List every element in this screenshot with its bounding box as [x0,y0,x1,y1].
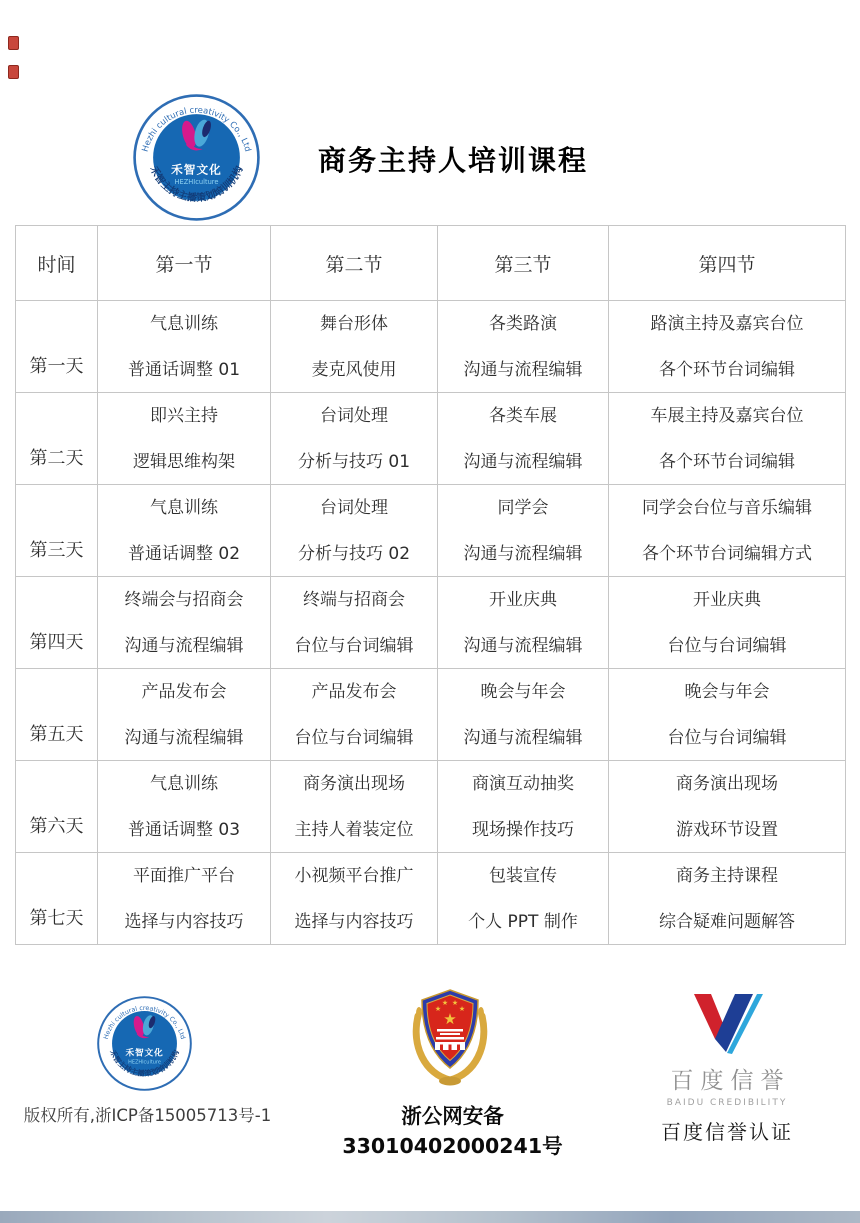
course-cell [609,301,846,393]
course-line-1: 商务主持课程 [676,866,778,886]
course-line-1: 小视频平台推广 [294,866,414,886]
day-label: 第六天 [16,761,98,853]
table-row [16,577,846,669]
baidu-credibility-title: 百度信誉 [670,1068,791,1094]
course-line-1: 路演主持及嘉宾台位 [650,314,804,334]
course-line-1: 包装宣传 [489,866,557,886]
col-header-time: 时间 [16,226,98,301]
course-cell [271,577,438,669]
course-line-2: 普通话调整 01 [127,359,241,380]
course-cell [609,761,846,853]
svg-text:★: ★ [443,1010,457,1028]
course-cell [98,761,271,853]
course-line-2: 游戏环节设置 [676,819,778,840]
course-cell [438,393,609,485]
course-line-2: 逻辑思维构架 [133,451,235,472]
svg-text:★: ★ [434,1005,442,1013]
course-line-2: 个人 PPT 制作 [468,911,578,932]
course-line-2: 分析与技巧 01 [297,451,411,472]
public-security-badge-icon [406,985,494,1089]
baidu-credibility-block [637,1062,817,1145]
course-line-2: 各个环节台词编辑 [659,359,795,380]
course-line-1: 气息训练 [150,774,218,794]
day-label: 第七天 [16,853,98,945]
course-cell [271,669,438,761]
course-cell [98,301,271,393]
course-line-1: 车展主持及嘉宾台位 [650,406,804,426]
course-line-2: 台位与台词编辑 [294,635,414,656]
course-cell [98,577,271,669]
baidu-credibility-subtitle: BAIDU CREDIBILITY [666,1098,788,1108]
course-line-2: 综合疑难问题解答 [659,911,795,932]
course-line-2: 选择与内容技巧 [294,911,414,932]
course-line-2: 麦克风使用 [311,359,397,380]
course-line-2: 各个环节台词编辑方式 [642,543,812,564]
course-line-1: 开业庆典 [489,590,557,610]
course-cell [98,393,271,485]
baidu-certification-text: 百度信誉认证 [661,1120,793,1144]
day-label: 第一天 [16,301,98,393]
course-line-1: 同学会 [497,498,549,518]
course-line-2: 台位与台词编辑 [667,635,787,656]
course-line-2: 沟通与流程编辑 [463,727,583,748]
course-line-2: 沟通与流程编辑 [124,635,244,656]
course-line-2: 沟通与流程编辑 [124,727,244,748]
course-cell [438,301,609,393]
course-cell [271,761,438,853]
hezhi-logo-footer [97,996,192,1091]
day-label: 第二天 [16,393,98,485]
course-line-1: 气息训练 [150,314,218,334]
course-cell [609,669,846,761]
course-cell [98,485,271,577]
table-row [16,485,846,577]
course-line-1: 晚会与年会 [684,682,770,702]
course-line-2: 沟通与流程编辑 [463,359,583,380]
course-line-2: 沟通与流程编辑 [463,635,583,656]
course-cell [271,485,438,577]
col-header-session3: 第三节 [438,226,609,301]
course-cell [609,485,846,577]
table-row [16,761,846,853]
col-header-session2: 第二节 [271,226,438,301]
course-line-1: 平面推广平台 [133,866,235,886]
course-cell [438,853,609,945]
header-row [16,226,846,301]
course-line-1: 产品发布会 [311,682,397,702]
course-cell [98,853,271,945]
table-row [16,669,846,761]
course-line-2: 沟通与流程编辑 [463,543,583,564]
page-title: 商务主持人培训课程 [318,144,589,177]
table-row [16,301,846,393]
broken-image-icon [8,36,19,50]
course-line-1: 气息训练 [150,498,218,518]
course-cell [609,853,846,945]
course-line-1: 台词处理 [320,498,388,518]
course-line-1: 终端与招商会 [303,590,405,610]
svg-text:★: ★ [441,999,449,1007]
course-line-2: 沟通与流程编辑 [463,451,583,472]
course-line-1: 商务演出现场 [303,774,405,794]
course-line-1: 商务演出现场 [676,774,778,794]
course-line-2: 选择与内容技巧 [124,911,244,932]
col-header-session1: 第一节 [98,226,271,301]
course-cell [438,485,609,577]
course-line-1: 各类路演 [489,314,557,334]
course-line-1: 晚会与年会 [480,682,566,702]
day-label: 第四天 [16,577,98,669]
course-line-2: 台位与台词编辑 [294,727,414,748]
course-schedule-table [15,225,846,945]
day-label: 第五天 [16,669,98,761]
course-cell [271,301,438,393]
course-line-1: 商演互动抽奖 [472,774,574,794]
course-line-2: 台位与台词编辑 [667,727,787,748]
course-line-2: 主持人着装定位 [294,819,414,840]
course-cell [609,393,846,485]
course-line-1: 舞台形体 [320,314,388,334]
baidu-credibility-v-icon [686,992,766,1060]
course-line-1: 开业庆典 [693,590,761,610]
col-header-session4: 第四节 [609,226,846,301]
table-row [16,853,846,945]
table-row [16,393,846,485]
day-label: 第三天 [16,485,98,577]
broken-image-icon [8,65,19,79]
bottom-edge-band [0,1211,860,1223]
course-line-1: 产品发布会 [141,682,227,702]
icp-copyright-text: 版权所有,浙ICP备15005713号-1 [23,1106,272,1125]
course-line-2: 普通话调整 03 [127,819,241,840]
police-record-text: 浙公网安备 33010402000241号 [342,1104,563,1158]
course-line-1: 终端会与招商会 [124,590,244,610]
course-line-2: 现场操作技巧 [472,819,574,840]
course-cell [98,669,271,761]
course-line-2: 各个环节台词编辑 [659,451,795,472]
course-cell [438,669,609,761]
course-line-1: 即兴主持 [150,406,218,426]
course-line-2: 普通话调整 02 [127,543,241,564]
course-cell [438,577,609,669]
hezhi-logo [133,94,260,221]
course-line-2: 分析与技巧 02 [297,543,411,564]
course-cell [609,577,846,669]
course-line-1: 台词处理 [320,406,388,426]
svg-text:★: ★ [458,1005,466,1013]
course-cell [271,853,438,945]
course-cell [438,761,609,853]
course-line-1: 同学会台位与音乐编辑 [642,498,812,518]
svg-text:★: ★ [451,999,459,1007]
course-table-body [16,301,846,945]
course-cell [271,393,438,485]
course-line-1: 各类车展 [489,406,557,426]
